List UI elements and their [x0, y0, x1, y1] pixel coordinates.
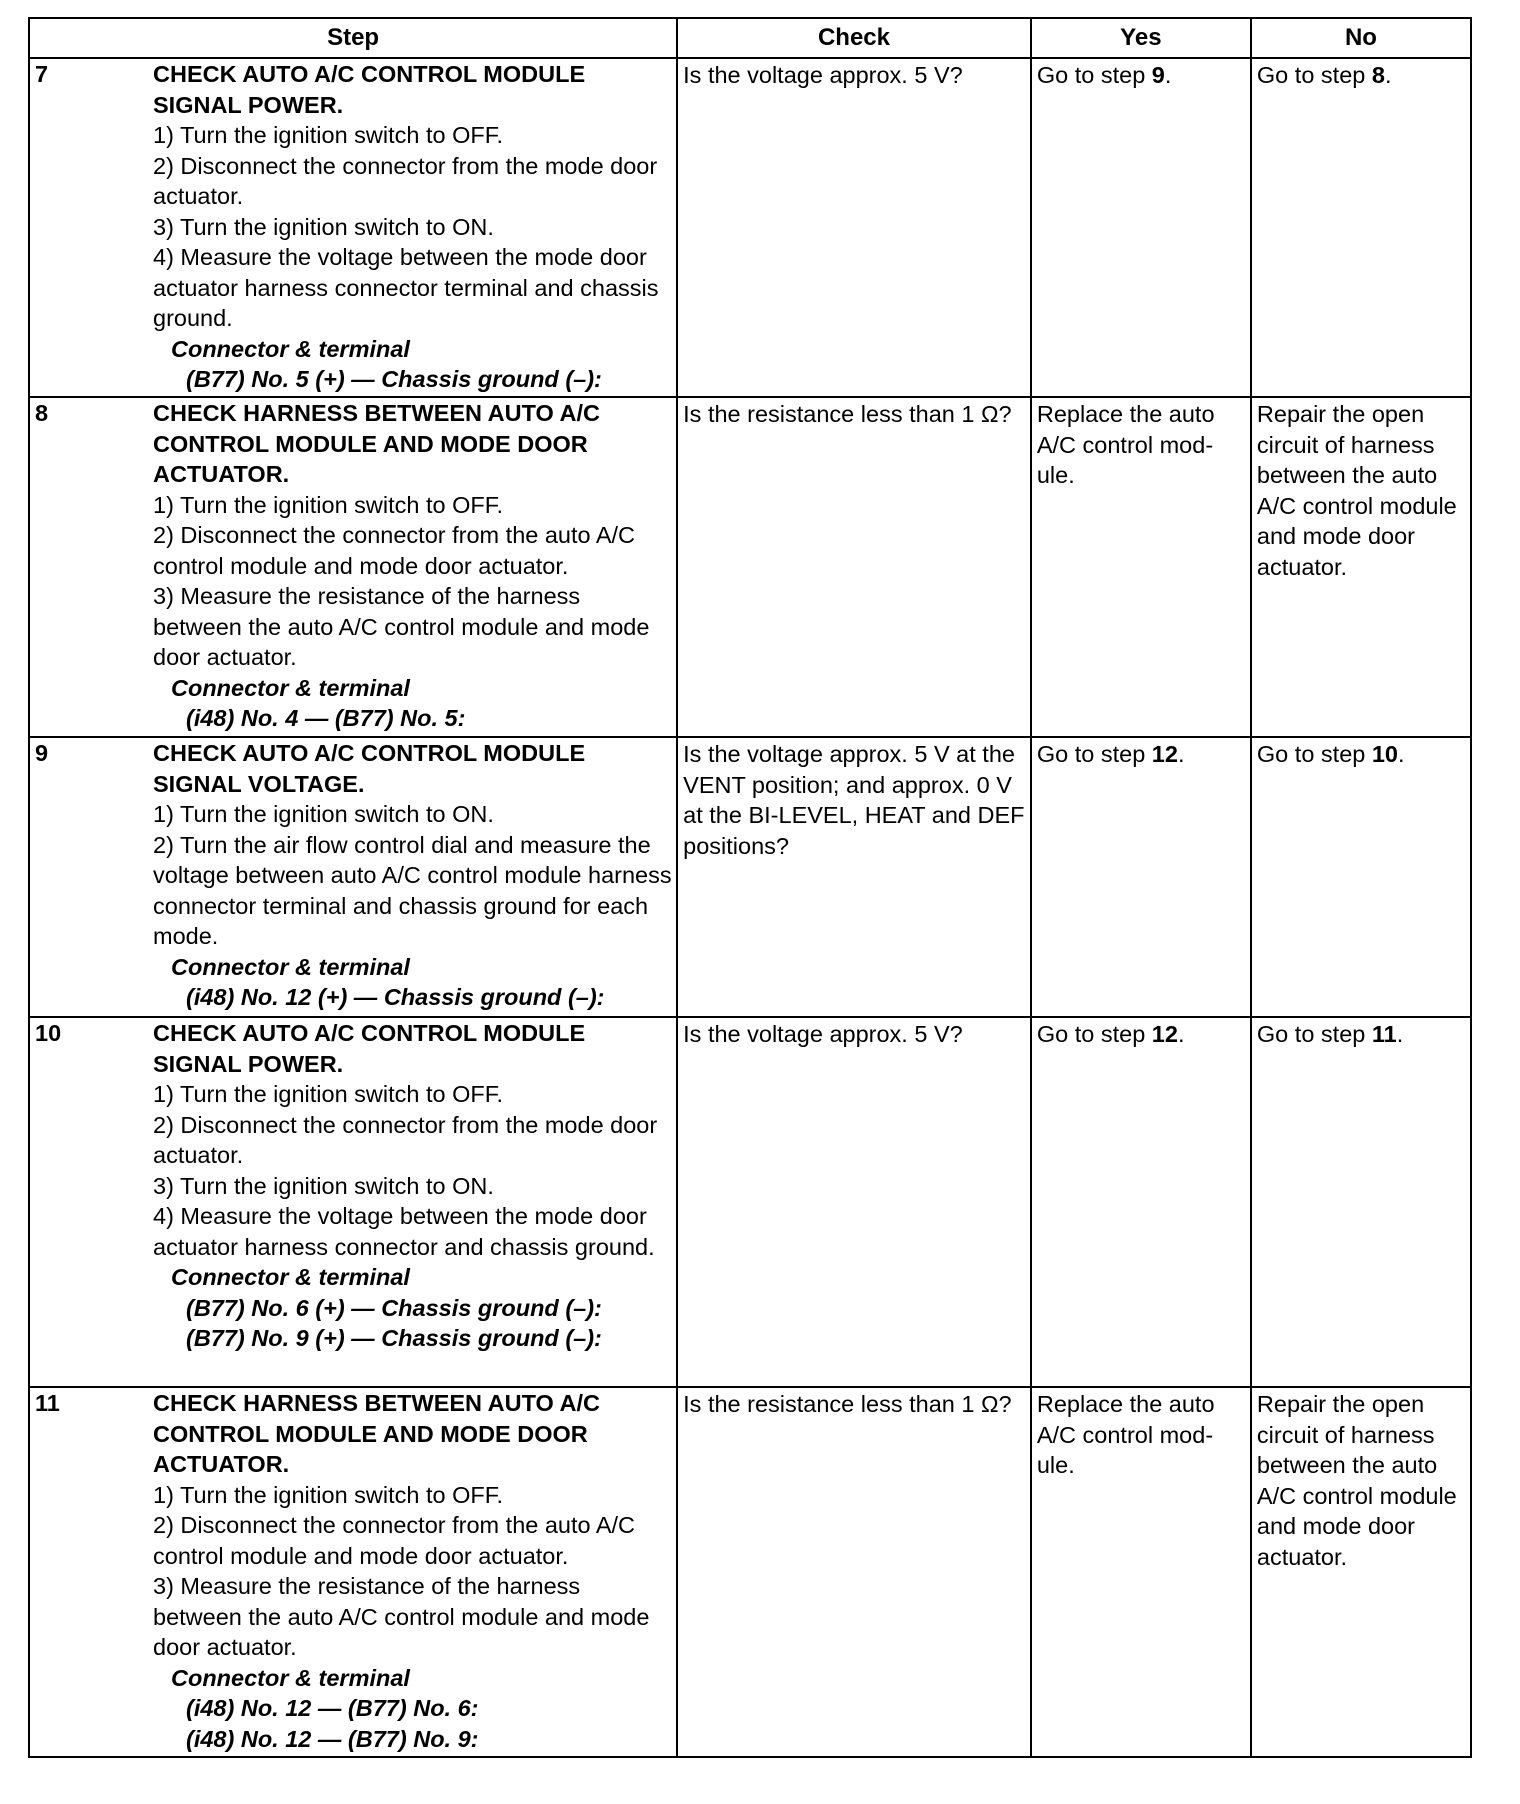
- yes-cell: [1031, 58, 1251, 397]
- no-prefix: Go to step: [1256, 741, 1372, 767]
- check-cell: Is the voltage approx. 5 V at the VENT position; and approx. 0 V at the BI-LEVEL, HEAT and DEF positions?: [677, 737, 1031, 1017]
- instruction: 3) Turn the ignition switch to ON.: [153, 213, 494, 240]
- header-step: Step: [29, 18, 677, 58]
- no-step-ref: 8: [1371, 62, 1385, 88]
- step-title: CHECK HARNESS BETWEEN AUTO A/C CONTROL MODULE AND MODE DOOR ACTUATOR.: [153, 1390, 600, 1477]
- connector-line: (i48) No. 12 — (B77) No. 6:: [186, 1695, 479, 1721]
- instruction: 2) Turn the air flow control dial and measure the voltage between auto A/C control module harness connector terminal and chassis ground for each mode.: [153, 831, 672, 949]
- step-title: CHECK AUTO A/C CONTROL MODULE SIGNAL VOLTAGE.: [153, 740, 586, 797]
- yes-cell: Replace the auto A/C control mod-ule.: [1031, 1387, 1251, 1757]
- check-cell: Is the resistance less than 1 Ω?: [677, 397, 1031, 737]
- no-prefix: Go to step: [1256, 1021, 1372, 1047]
- no-cell: [1251, 1017, 1471, 1387]
- no-cell: Repair the open circuit of harness between the auto A/C control module and mode door actuator.: [1251, 397, 1471, 737]
- no-suffix: .: [1398, 741, 1405, 767]
- no-step-ref: 10: [1371, 741, 1398, 767]
- step-number: 9: [35, 740, 49, 766]
- instruction: 2) Disconnect the connector from the mode door actuator.: [153, 1111, 658, 1168]
- header-no: No: [1251, 18, 1471, 58]
- connector-line: (i48) No. 12 — (B77) No. 9:: [186, 1725, 479, 1752]
- step-cell: [29, 737, 677, 1017]
- yes-prefix: Go to step: [1036, 62, 1152, 88]
- table-row: [29, 58, 1471, 397]
- no-cell: Repair the open circuit of harness between the auto A/C control module and mode door actuator.: [1251, 1387, 1471, 1757]
- instruction: 1) Turn the ignition switch to OFF.: [153, 122, 504, 148]
- no-cell: [1251, 737, 1471, 1017]
- connector-line: (B77) No. 9 (+) — Chassis ground (–):: [186, 1325, 602, 1351]
- no-cell: [1251, 58, 1471, 397]
- instruction: 1) Turn the ignition switch to OFF.: [153, 1081, 504, 1107]
- no-step-ref: 11: [1371, 1021, 1397, 1047]
- connector-heading: Connector & terminal: [171, 953, 410, 980]
- no-prefix: Go to step: [1256, 62, 1372, 88]
- diagnostic-table: [28, 17, 1472, 1758]
- instruction: 1) Turn the ignition switch to ON.: [153, 801, 494, 827]
- yes-suffix: .: [1177, 741, 1185, 767]
- connector-line: (B77) No. 6 (+) — Chassis ground (–):: [186, 1294, 602, 1321]
- instruction: 2) Disconnect the connector from the mode door actuator.: [153, 152, 658, 209]
- step-number: 8: [35, 400, 49, 426]
- yes-step-ref: 12: [1151, 1021, 1178, 1047]
- table-row: [29, 397, 1471, 737]
- step-number: 7: [35, 61, 49, 87]
- table-row: [29, 1017, 1471, 1387]
- connector-heading: Connector & terminal: [171, 1664, 410, 1691]
- connector-heading: Connector & terminal: [171, 674, 410, 701]
- connector-heading: Connector & terminal: [171, 1264, 410, 1290]
- table-header-row: [29, 18, 1471, 58]
- instruction: 1) Turn the ignition switch to OFF.: [153, 1481, 504, 1508]
- instruction: 3) Measure the resistance of the harness between the auto A/C control module and mode door actuator.: [153, 1573, 650, 1660]
- yes-prefix: Go to step: [1036, 741, 1152, 767]
- instruction: 1) Turn the ignition switch to OFF.: [153, 491, 504, 518]
- step-number: 10: [35, 1020, 62, 1046]
- table-row: [29, 737, 1471, 1017]
- check-cell: Is the voltage approx. 5 V?: [677, 1017, 1031, 1387]
- step-cell: [29, 58, 677, 397]
- header-check: Check: [677, 18, 1031, 58]
- check-cell: Is the resistance less than 1 Ω?: [677, 1387, 1031, 1757]
- connector-line: (i48) No. 4 — (B77) No. 5:: [186, 705, 466, 731]
- table-row: [29, 1387, 1471, 1757]
- yes-step-ref: 12: [1151, 741, 1178, 767]
- step-cell: [29, 397, 677, 737]
- yes-cell: Replace the auto A/C control mod-ule.: [1031, 397, 1251, 737]
- instruction: 4) Measure the voltage between the mode door actuator harness connector terminal and chassis ground.: [153, 244, 659, 331]
- header-yes: Yes: [1031, 18, 1251, 58]
- connector-heading: Connector & terminal: [171, 335, 410, 362]
- yes-suffix: .: [1164, 62, 1172, 88]
- yes-suffix: .: [1177, 1021, 1185, 1047]
- instruction: 2) Disconnect the connector from the auto A/C control module and mode door actuator.: [153, 522, 636, 579]
- step-number: 11: [35, 1390, 60, 1416]
- step-title: CHECK HARNESS BETWEEN AUTO A/C CONTROL MODULE AND MODE DOOR ACTUATOR.: [153, 400, 600, 487]
- yes-cell: [1031, 737, 1251, 1017]
- step-title: CHECK AUTO A/C CONTROL MODULE SIGNAL POWER.: [153, 61, 586, 118]
- step-cell: [29, 1387, 677, 1757]
- instruction: 2) Disconnect the connector from the auto A/C control module and mode door actuator.: [153, 1512, 636, 1569]
- instruction: 3) Turn the ignition switch to ON.: [153, 1172, 494, 1199]
- check-cell: Is the voltage approx. 5 V?: [677, 58, 1031, 397]
- yes-cell: [1031, 1017, 1251, 1387]
- diagnostic-procedure-document: [28, 17, 1472, 1758]
- step-cell: [29, 1017, 677, 1387]
- yes-prefix: Go to step: [1036, 1021, 1152, 1047]
- step-title: CHECK AUTO A/C CONTROL MODULE SIGNAL POWER.: [153, 1020, 586, 1077]
- yes-step-ref: 9: [1151, 62, 1165, 88]
- connector-line: (B77) No. 5 (+) — Chassis ground (–):: [186, 366, 602, 392]
- instruction: 4) Measure the voltage between the mode door actuator harness connector and chassis ground.: [153, 1203, 655, 1260]
- no-suffix: .: [1396, 1021, 1404, 1047]
- instruction: 3) Measure the resistance of the harness between the auto A/C control module and mode door actuator.: [153, 583, 650, 670]
- no-suffix: .: [1384, 62, 1392, 88]
- connector-line: (i48) No. 12 (+) — Chassis ground (–):: [186, 984, 605, 1010]
